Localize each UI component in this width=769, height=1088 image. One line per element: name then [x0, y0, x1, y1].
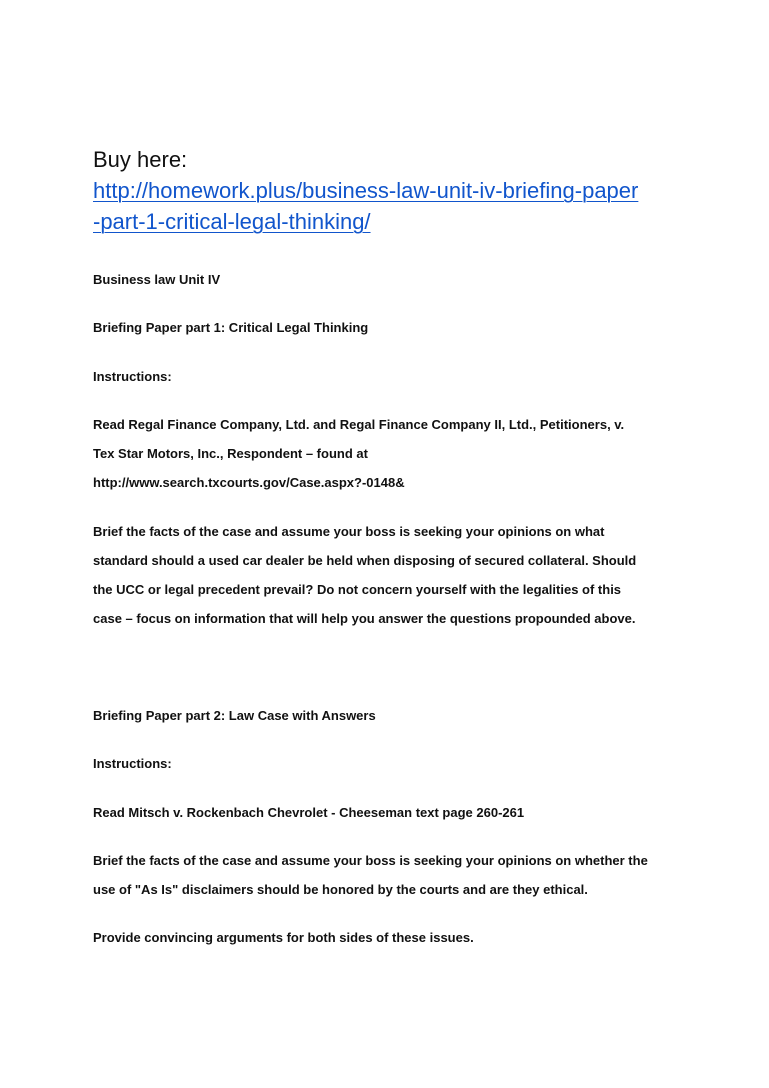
part1-instructions-label: Instructions:: [93, 369, 172, 384]
part1-brief-line-2: standard should a used car dealer be held when disposing of secured collateral. Should: [93, 553, 637, 568]
part1-heading: Briefing Paper part 1: Critical Legal Thinking: [93, 320, 369, 335]
part1-brief-line-1: Brief the facts of the case and assume your boss is seeking your opinions on what: [93, 524, 605, 539]
part1-read-line-2: Tex Star Motors, Inc., Respondent – found at: [93, 446, 368, 461]
part2-instructions-label: Instructions:: [93, 756, 172, 771]
part2-heading: Briefing Paper part 2: Law Case with Answers: [93, 708, 376, 723]
part2-provide-line: Provide convincing arguments for both sides of these issues.: [93, 930, 474, 945]
part1-case-url: http://www.search.txcourts.gov/Case.aspx?-0148&: [93, 475, 405, 490]
part1-read-line-1: Read Regal Finance Company, Ltd. and Regal Finance Company II, Ltd., Petitioners, v.: [93, 417, 625, 432]
part2-brief-line-2: use of "As Is" disclaimers should be honored by the courts and are they ethical.: [93, 882, 588, 897]
course-title: Business law Unit IV: [93, 272, 221, 287]
part1-brief-line-3: the UCC or legal precedent prevail? Do not concern yourself with the legalities of this: [93, 582, 622, 597]
buy-here-heading: Buy here:: [93, 147, 188, 172]
part1-brief-line-4: case – focus on information that will help you answer the questions propounded above.: [93, 611, 636, 626]
part2-read-line: Read Mitsch v. Rockenbach Chevrolet - Cheeseman text page 260-261: [93, 805, 525, 820]
part2-brief-line-1: Brief the facts of the case and assume your boss is seeking your opinions on whether the: [93, 853, 648, 868]
buy-link-line-1[interactable]: http://homework.plus/business-law-unit-iv-briefing-paper: [93, 178, 639, 203]
buy-link-line-2[interactable]: -part-1-critical-legal-thinking/: [93, 209, 371, 234]
